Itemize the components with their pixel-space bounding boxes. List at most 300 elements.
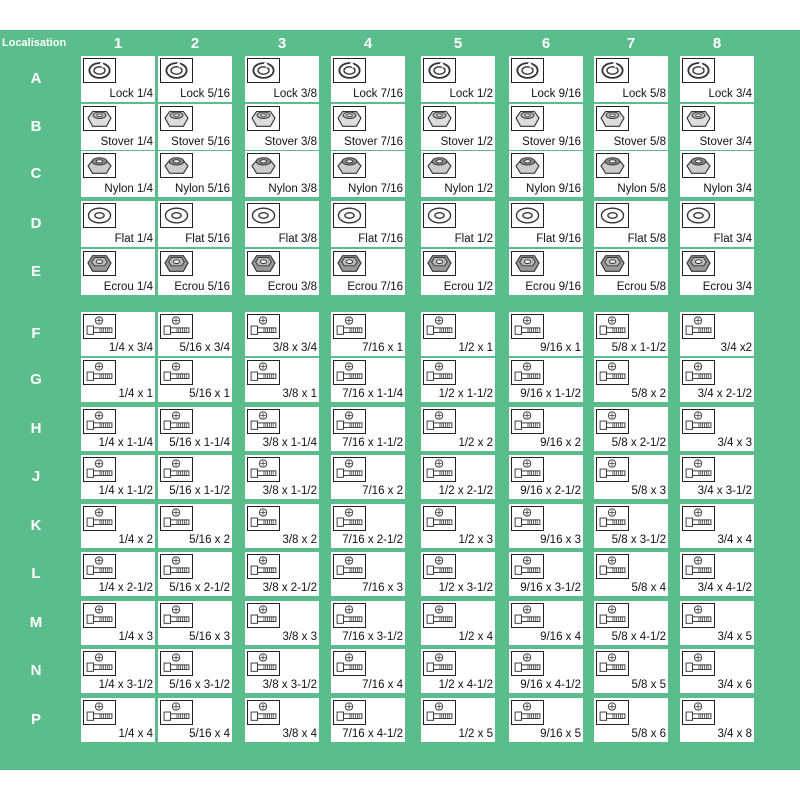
bin-cell-c4 — [331, 151, 405, 197]
bin-cell-j1 — [81, 455, 155, 499]
bolt-icon — [333, 360, 366, 385]
lock-washer-icon — [333, 58, 366, 83]
bin-label: 1/4 x 1-1/4 — [98, 437, 153, 449]
bolt-icon — [596, 360, 629, 385]
bolt-icon — [423, 506, 456, 531]
bolt-icon — [333, 554, 366, 579]
bin-cell-k4 — [331, 504, 405, 548]
bin-label: 7/16 x 2 — [362, 485, 403, 497]
bin-cell-k7 — [594, 504, 668, 548]
bin-label: 5/8 x 2 — [631, 388, 666, 400]
column-header-3: 3 — [277, 35, 287, 52]
bin-label: Lock 1/2 — [449, 88, 493, 100]
bin-cell-m4 — [331, 601, 405, 645]
bin-label: Lock 9/16 — [531, 88, 581, 100]
column-header-2: 2 — [190, 35, 200, 52]
bolt-icon — [83, 409, 116, 434]
bin-label: Stover 5/8 — [613, 136, 666, 148]
bin-label: Nylon 7/16 — [348, 183, 403, 195]
bin-cell-f7 — [594, 312, 668, 356]
bolt-icon — [160, 700, 193, 725]
bin-label: 1/2 x 1 — [458, 342, 493, 354]
row-header-d: D — [30, 215, 42, 232]
bolt-icon — [247, 314, 280, 339]
bolt-icon — [596, 603, 629, 628]
bin-cell-e7 — [594, 249, 668, 295]
bin-cell-b5 — [421, 104, 495, 150]
bin-cell-h5 — [421, 407, 495, 451]
bin-cell-j7 — [594, 455, 668, 499]
bin-label: 5/8 x 4-1/2 — [611, 631, 666, 643]
bolt-icon — [596, 457, 629, 482]
bolt-icon — [511, 651, 544, 676]
hex-nut-icon — [247, 251, 280, 276]
bin-cell-k5 — [421, 504, 495, 548]
row-header-n: N — [30, 662, 42, 679]
bin-label: Flat 7/16 — [358, 233, 403, 245]
bin-label: Nylon 5/8 — [617, 183, 666, 195]
bin-label: 7/16 x 1-1/4 — [342, 388, 403, 400]
bin-label: 3/4 x 2-1/2 — [697, 388, 752, 400]
bolt-icon — [83, 651, 116, 676]
bin-label: 1/4 x 2 — [118, 534, 153, 546]
bin-label: 1/4 x 3-1/2 — [98, 679, 153, 691]
bin-cell-d6 — [509, 201, 583, 247]
bin-cell-l4 — [331, 552, 405, 596]
bolt-icon — [247, 360, 280, 385]
bin-cell-h4 — [331, 407, 405, 451]
bolt-icon — [83, 360, 116, 385]
hex-nut-icon — [596, 251, 629, 276]
bin-label: 3/8 x 3 — [282, 631, 317, 643]
bin-cell-j8 — [680, 455, 754, 499]
bin-cell-p6 — [509, 698, 583, 742]
stover-nut-icon — [333, 106, 366, 131]
bin-cell-g6 — [509, 358, 583, 402]
bin-cell-a1 — [81, 56, 155, 102]
bolt-icon — [596, 651, 629, 676]
bin-label: 7/16 x 1-1/2 — [342, 437, 403, 449]
bin-cell-k1 — [81, 504, 155, 548]
bin-cell-f6 — [509, 312, 583, 356]
bolt-icon — [83, 603, 116, 628]
bin-label: 1/2 x 5 — [458, 728, 493, 740]
lock-washer-icon — [247, 58, 280, 83]
bin-cell-n4 — [331, 649, 405, 693]
row-header-m: M — [29, 614, 43, 631]
hex-nut-icon — [333, 251, 366, 276]
bin-label: 1/2 x 4 — [458, 631, 493, 643]
row-header-l: L — [31, 565, 41, 582]
bolt-icon — [83, 457, 116, 482]
bin-label: 5/16 x 1-1/2 — [169, 485, 230, 497]
bin-cell-p2 — [158, 698, 232, 742]
bin-label: 1/2 x 1-1/2 — [438, 388, 493, 400]
bin-cell-p3 — [245, 698, 319, 742]
row-header-j: J — [31, 468, 41, 485]
bolt-icon — [682, 409, 715, 434]
bin-cell-n7 — [594, 649, 668, 693]
bin-label: Ecrou 3/4 — [702, 281, 752, 293]
bin-cell-h2 — [158, 407, 232, 451]
bolt-icon — [682, 360, 715, 385]
bin-label: 1/4 x 3 — [118, 631, 153, 643]
bolt-icon — [83, 554, 116, 579]
lock-washer-icon — [511, 58, 544, 83]
row-header-h: H — [30, 420, 42, 437]
bin-label: 9/16 x 4 — [540, 631, 581, 643]
bin-label: 1/2 x 3-1/2 — [438, 582, 493, 594]
bolt-icon — [423, 409, 456, 434]
bin-cell-c1 — [81, 151, 155, 197]
flat-washer-icon — [682, 203, 715, 228]
bin-cell-c6 — [509, 151, 583, 197]
bin-label: 3/4 x 3 — [717, 437, 752, 449]
lock-washer-icon — [682, 58, 715, 83]
bin-label: 7/16 x 2-1/2 — [342, 534, 403, 546]
bin-cell-a2 — [158, 56, 232, 102]
flat-washer-icon — [596, 203, 629, 228]
bin-label: 9/16 x 3 — [540, 534, 581, 546]
bin-cell-n3 — [245, 649, 319, 693]
bolt-icon — [333, 700, 366, 725]
bin-cell-d8 — [680, 201, 754, 247]
bin-cell-a5 — [421, 56, 495, 102]
bin-cell-a8 — [680, 56, 754, 102]
bin-cell-f8 — [680, 312, 754, 356]
bin-label: 5/16 x 1 — [189, 388, 230, 400]
bin-cell-c3 — [245, 151, 319, 197]
bin-label: 9/16 x 3-1/2 — [520, 582, 581, 594]
bin-label: 5/8 x 4 — [631, 582, 666, 594]
row-header-f: F — [31, 325, 41, 342]
bin-cell-m7 — [594, 601, 668, 645]
stover-nut-icon — [511, 106, 544, 131]
bin-cell-d3 — [245, 201, 319, 247]
lock-washer-icon — [596, 58, 629, 83]
bin-label: 3/4 x 8 — [717, 728, 752, 740]
bin-label: 3/8 x 3-1/2 — [262, 679, 317, 691]
bin-label: 5/8 x 5 — [631, 679, 666, 691]
bin-label: 9/16 x 1 — [540, 342, 581, 354]
bin-label: Stover 1/2 — [440, 136, 493, 148]
bin-cell-l6 — [509, 552, 583, 596]
bin-label: Ecrou 5/16 — [174, 281, 230, 293]
bolt-icon — [682, 603, 715, 628]
bin-label: Flat 1/2 — [454, 233, 493, 245]
bin-cell-l7 — [594, 552, 668, 596]
bin-cell-b1 — [81, 104, 155, 150]
flat-washer-icon — [511, 203, 544, 228]
bin-cell-n1 — [81, 649, 155, 693]
bin-cell-c8 — [680, 151, 754, 197]
bin-cell-c5 — [421, 151, 495, 197]
bolt-icon — [511, 603, 544, 628]
bin-label: Nylon 3/4 — [703, 183, 752, 195]
bin-label: 3/4 x 5 — [717, 631, 752, 643]
bin-label: Ecrou 3/8 — [267, 281, 317, 293]
bolt-icon — [511, 360, 544, 385]
bin-cell-f1 — [81, 312, 155, 356]
bolt-icon — [247, 651, 280, 676]
bin-label: 3/8 x 1-1/2 — [262, 485, 317, 497]
bin-cell-l1 — [81, 552, 155, 596]
bin-cell-b8 — [680, 104, 754, 150]
row-header-e: E — [30, 263, 41, 280]
bolt-icon — [83, 506, 116, 531]
bin-label: 5/16 x 1-1/4 — [169, 437, 230, 449]
bolt-icon — [511, 506, 544, 531]
bin-cell-d4 — [331, 201, 405, 247]
bin-label: Flat 9/16 — [536, 233, 581, 245]
bin-label: Ecrou 9/16 — [525, 281, 581, 293]
bin-cell-p5 — [421, 698, 495, 742]
bin-label: Stover 9/16 — [522, 136, 581, 148]
bin-cell-e1 — [81, 249, 155, 295]
flat-washer-icon — [423, 203, 456, 228]
stover-nut-icon — [83, 106, 116, 131]
bin-cell-d5 — [421, 201, 495, 247]
bin-cell-g5 — [421, 358, 495, 402]
bin-label: 1/4 x 1 — [118, 388, 153, 400]
column-header-5: 5 — [453, 35, 463, 52]
bin-cell-c7 — [594, 151, 668, 197]
bin-cell-j2 — [158, 455, 232, 499]
bin-cell-h6 — [509, 407, 583, 451]
lock-washer-icon — [160, 58, 193, 83]
bin-label: Lock 5/16 — [180, 88, 230, 100]
bin-label: 9/16 x 4-1/2 — [520, 679, 581, 691]
row-header-c: C — [30, 165, 42, 182]
bolt-icon — [511, 700, 544, 725]
nylon-nut-icon — [83, 153, 116, 178]
bolt-icon — [160, 457, 193, 482]
bin-label: 3/4 x2 — [720, 342, 752, 354]
bin-cell-l8 — [680, 552, 754, 596]
bolt-icon — [160, 314, 193, 339]
bin-cell-p8 — [680, 698, 754, 742]
bin-label: 9/16 x 5 — [540, 728, 581, 740]
bin-label: 5/8 x 1-1/2 — [611, 342, 666, 354]
bolt-icon — [160, 651, 193, 676]
bin-cell-m1 — [81, 601, 155, 645]
bolt-icon — [333, 457, 366, 482]
bolt-icon — [247, 603, 280, 628]
bin-cell-g2 — [158, 358, 232, 402]
bin-cell-b2 — [158, 104, 232, 150]
bin-cell-g1 — [81, 358, 155, 402]
bin-label: 5/8 x 3-1/2 — [611, 534, 666, 546]
bin-cell-d2 — [158, 201, 232, 247]
nylon-nut-icon — [596, 153, 629, 178]
bin-label: 3/8 x 2 — [282, 534, 317, 546]
bin-cell-k8 — [680, 504, 754, 548]
bolt-icon — [333, 603, 366, 628]
bin-cell-p4 — [331, 698, 405, 742]
bin-cell-g7 — [594, 358, 668, 402]
bin-cell-h3 — [245, 407, 319, 451]
bolt-icon — [596, 409, 629, 434]
bin-cell-g3 — [245, 358, 319, 402]
bin-cell-e6 — [509, 249, 583, 295]
bin-label: 7/16 x 3 — [362, 582, 403, 594]
bin-label: Ecrou 1/4 — [103, 281, 153, 293]
bin-cell-m6 — [509, 601, 583, 645]
bin-label: Flat 1/4 — [114, 233, 153, 245]
bin-cell-f2 — [158, 312, 232, 356]
bin-label: 7/16 x 4 — [362, 679, 403, 691]
lock-washer-icon — [423, 58, 456, 83]
bolt-icon — [596, 700, 629, 725]
bin-label: Stover 3/4 — [699, 136, 752, 148]
bin-label: Ecrou 5/8 — [616, 281, 666, 293]
bin-cell-m5 — [421, 601, 495, 645]
localisation-header: Localisation — [2, 37, 67, 49]
nylon-nut-icon — [333, 153, 366, 178]
bin-cell-n6 — [509, 649, 583, 693]
bin-cell-p1 — [81, 698, 155, 742]
bolt-icon — [423, 651, 456, 676]
bolt-icon — [160, 554, 193, 579]
bin-label: Nylon 5/16 — [175, 183, 230, 195]
bin-label: 3/4 x 6 — [717, 679, 752, 691]
bolt-icon — [160, 506, 193, 531]
flat-washer-icon — [333, 203, 366, 228]
nylon-nut-icon — [511, 153, 544, 178]
bin-cell-e4 — [331, 249, 405, 295]
row-header-p: P — [30, 711, 41, 728]
bin-cell-m8 — [680, 601, 754, 645]
bin-label: Lock 5/8 — [622, 88, 666, 100]
bolt-icon — [247, 506, 280, 531]
bin-label: Lock 3/8 — [273, 88, 317, 100]
row-header-b: B — [30, 118, 42, 135]
bin-label: Ecrou 7/16 — [347, 281, 403, 293]
bin-cell-b4 — [331, 104, 405, 150]
flat-washer-icon — [160, 203, 193, 228]
bin-cell-n8 — [680, 649, 754, 693]
bin-label: 5/16 x 3-1/2 — [169, 679, 230, 691]
bin-label: Stover 3/8 — [264, 136, 317, 148]
bin-cell-c2 — [158, 151, 232, 197]
bin-label: Flat 5/16 — [185, 233, 230, 245]
bin-cell-g8 — [680, 358, 754, 402]
bin-label: 5/16 x 2-1/2 — [169, 582, 230, 594]
bin-cell-e8 — [680, 249, 754, 295]
bin-label: Nylon 1/2 — [444, 183, 493, 195]
nylon-nut-icon — [160, 153, 193, 178]
bin-cell-h7 — [594, 407, 668, 451]
bin-label: 5/16 x 4 — [189, 728, 230, 740]
stover-nut-icon — [247, 106, 280, 131]
bin-cell-a6 — [509, 56, 583, 102]
bin-cell-m2 — [158, 601, 232, 645]
bolt-icon — [423, 554, 456, 579]
bolt-icon — [682, 700, 715, 725]
bolt-icon — [160, 360, 193, 385]
bolt-icon — [596, 314, 629, 339]
bin-label: 3/4 x 4-1/2 — [697, 582, 752, 594]
hex-nut-icon — [423, 251, 456, 276]
bin-cell-b3 — [245, 104, 319, 150]
bin-cell-n5 — [421, 649, 495, 693]
column-header-7: 7 — [626, 35, 636, 52]
nylon-nut-icon — [682, 153, 715, 178]
bin-cell-d7 — [594, 201, 668, 247]
bin-label: Nylon 9/16 — [526, 183, 581, 195]
bolt-icon — [682, 457, 715, 482]
bin-label: Flat 3/8 — [278, 233, 317, 245]
bin-label: 1/2 x 3 — [458, 534, 493, 546]
stover-nut-icon — [160, 106, 193, 131]
bin-cell-a3 — [245, 56, 319, 102]
bolt-icon — [333, 651, 366, 676]
bin-label: Flat 3/4 — [713, 233, 752, 245]
row-header-k: K — [30, 517, 42, 534]
bin-cell-a7 — [594, 56, 668, 102]
bin-label: 5/16 x 3/4 — [179, 342, 230, 354]
bin-label: Nylon 3/8 — [268, 183, 317, 195]
bin-label: Nylon 1/4 — [104, 183, 153, 195]
stover-nut-icon — [682, 106, 715, 131]
bin-label: Flat 5/8 — [627, 233, 666, 245]
bin-label: 1/4 x 2-1/2 — [98, 582, 153, 594]
stover-nut-icon — [423, 106, 456, 131]
bin-cell-e2 — [158, 249, 232, 295]
row-header-a: A — [30, 70, 42, 87]
bolt-icon — [682, 554, 715, 579]
bolt-icon — [423, 603, 456, 628]
bin-cell-j3 — [245, 455, 319, 499]
bin-label: Stover 7/16 — [344, 136, 403, 148]
bin-label: 1/4 x 4 — [118, 728, 153, 740]
bolt-icon — [247, 457, 280, 482]
column-header-1: 1 — [113, 35, 123, 52]
bolt-icon — [682, 506, 715, 531]
bin-cell-h1 — [81, 407, 155, 451]
bin-cell-n2 — [158, 649, 232, 693]
flat-washer-icon — [83, 203, 116, 228]
bolt-icon — [596, 554, 629, 579]
bin-cell-d1 — [81, 201, 155, 247]
bin-cell-l5 — [421, 552, 495, 596]
bin-cell-f3 — [245, 312, 319, 356]
bin-label: 5/16 x 2 — [189, 534, 230, 546]
bin-label: 9/16 x 1-1/2 — [520, 388, 581, 400]
fastener-location-board — [0, 30, 800, 770]
bin-label: 9/16 x 2 — [540, 437, 581, 449]
bolt-icon — [247, 554, 280, 579]
bolt-icon — [247, 700, 280, 725]
column-header-4: 4 — [363, 35, 373, 52]
bolt-icon — [682, 651, 715, 676]
bin-label: 3/4 x 3-1/2 — [697, 485, 752, 497]
bin-label: 7/16 x 1 — [362, 342, 403, 354]
bolt-icon — [160, 409, 193, 434]
bin-label: Lock 7/16 — [353, 88, 403, 100]
bin-label: 5/16 x 3 — [189, 631, 230, 643]
bolt-icon — [247, 409, 280, 434]
bolt-icon — [83, 700, 116, 725]
bin-label: Stover 5/16 — [171, 136, 230, 148]
bin-cell-k6 — [509, 504, 583, 548]
bin-cell-a4 — [331, 56, 405, 102]
bolt-icon — [423, 360, 456, 385]
bolt-icon — [682, 314, 715, 339]
bin-label: 3/8 x 4 — [282, 728, 317, 740]
bolt-icon — [423, 700, 456, 725]
bin-label: 3/8 x 3/4 — [272, 342, 317, 354]
